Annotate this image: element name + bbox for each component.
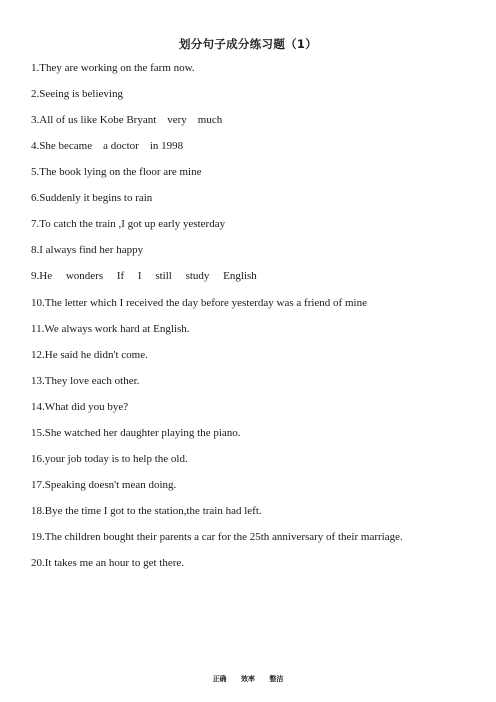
sentence-item: 11.We always work hard at English.: [31, 323, 190, 335]
sentence-item: 13.They love each other.: [31, 375, 140, 387]
sentence-item: 3.All of us like Kobe Bryant very much: [31, 114, 223, 126]
sentence-item: 6.Suddenly it begins to rain: [31, 192, 153, 204]
sentence-item: 19.The children bought their parents a car for the 25th anniversary of their marriage.: [31, 531, 403, 543]
sentence-item: 18.Bye the time I got to the station,the train had left.: [31, 505, 262, 517]
sentence-item: 2.Seeing is believing: [31, 88, 123, 100]
sentence-item: 8.I always find her happy: [31, 244, 144, 256]
sentence-item: 10.The letter which I received the day before yesterday was a friend of mine: [31, 297, 367, 309]
sentence-item: 9.He wonders If I still study English: [31, 270, 257, 282]
sentence-item: 14.What did you bye?: [31, 401, 129, 413]
sentence-item: 16.your job today is to help the old.: [31, 453, 188, 465]
page-footer: 正确 效率 整洁: [212, 675, 284, 683]
sentence-item: 15.She watched her daughter playing the piano.: [31, 427, 241, 439]
sentence-item: 20.It takes me an hour to get there.: [31, 557, 185, 569]
page-title: 划分句子成分练习题（1）: [178, 37, 318, 51]
sentence-item: 7.To catch the train ,I got up early yesterday: [31, 218, 226, 230]
sentence-item: 4.She became a doctor in 1998: [31, 140, 184, 152]
sentence-item: 17.Speaking doesn't mean doing.: [31, 479, 177, 491]
sentence-item: 5.The book lying on the floor are mine: [31, 166, 202, 178]
sentence-item: 12.He said he didn't come.: [31, 349, 148, 361]
sentence-item: 1.They are working on the farm now.: [31, 62, 195, 74]
sentence-list: [31, 62, 466, 583]
